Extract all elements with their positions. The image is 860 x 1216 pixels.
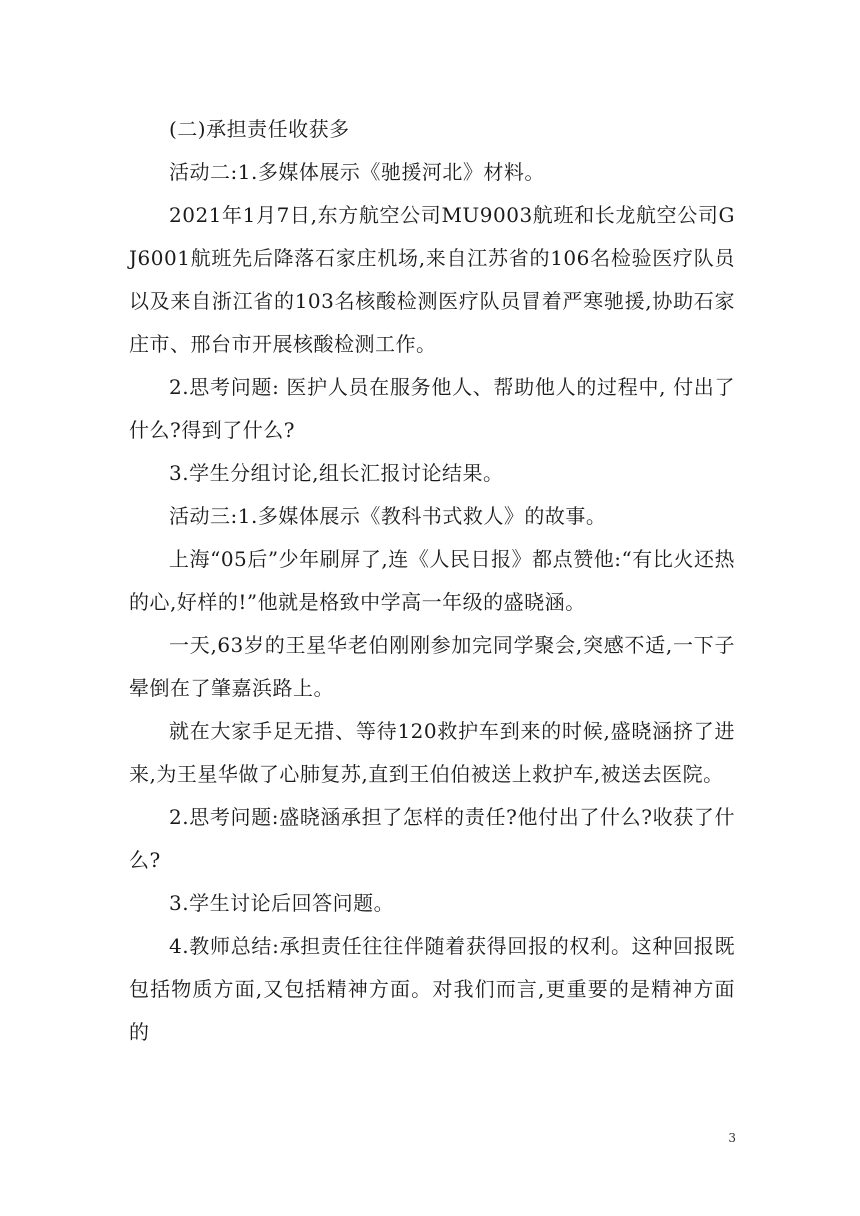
- paragraph: 就在大家手足无措、等待120救护车到来的时候,盛晓涵挤了进来,为王星华做了心肺复苏,直到王伯伯被送上救护车,被送去医院。: [129, 719, 735, 786]
- paragraph: 3.学生分组讨论,组长汇报讨论结果。: [169, 461, 504, 485]
- paragraph: 一天,63岁的王星华老伯刚刚参加完同学聚会,突感不适,一下子晕倒在了肇嘉浜路上。: [129, 633, 735, 700]
- paragraph: 活动三:1.多媒体展示《教科书式救人》的故事。: [169, 504, 607, 528]
- document-body: [129, 108, 735, 1054]
- page-number: 3: [728, 1131, 736, 1145]
- paragraph: 上海“05后”少年刷屏了,连《人民日报》都点赞他:“有比火还热的心,好样的!”他就是格致中学高一年级的盛晓涵。: [129, 547, 735, 614]
- section-heading: (二)承担责任收获多: [169, 117, 350, 141]
- paragraph: 4.教师总结:承担责任往往伴随着获得回报的权利。这种回报既包括物质方面,又包括精神方面。对我们而言,更重要的是精神方面的: [129, 934, 735, 1044]
- paragraph: 3.学生讨论后回答问题。: [169, 891, 395, 915]
- paragraph: 活动二:1.多媒体展示《驰援河北》材料。: [169, 160, 545, 184]
- paragraph: 2.思考问题: 医护人员在服务他人、帮助他人的过程中, 付出了什么?得到了什么?: [129, 375, 735, 442]
- paragraph: 2021年1月7日,东方航空公司MU9003航班和长龙航空公司GJ6001航班先后降落石家庄机场,来自江苏省的106名检验医疗队员以及来自浙江省的103名核酸检测医疗队员冒着严寒驰援,协助石家庄市、邢台市开展核酸检测工作。: [129, 203, 735, 356]
- paragraph: 2.思考问题:盛晓涵承担了怎样的责任?他付出了什么?收获了什么?: [129, 805, 735, 872]
